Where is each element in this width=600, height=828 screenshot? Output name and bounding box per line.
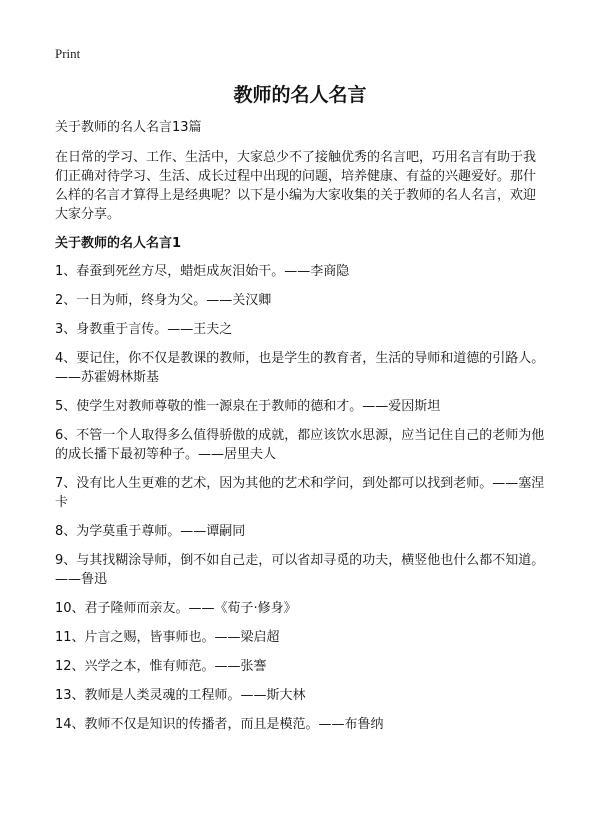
quote-item: 12、兴学之本，惟有师范。——张謇 — [55, 659, 267, 674]
quote-item: 6、不管一个人取得多么值得骄傲的成就，都应该饮水思源，应当记住自己的老师为他的成长播下最初等种子。——居里夫人 — [55, 428, 545, 462]
quote-item: 5、使学生对教师尊敬的惟一源泉在于教师的德和才。——爱因斯坦 — [55, 399, 441, 414]
intro-paragraph: 在日常的学习、工作、生活中，大家总少不了接触优秀的名言吧，巧用名言有助于我们正确对待学习、生活、成长过程中出现的问题，培养健康、有益的兴趣爱好。那什么样的名言才算得上是经典呢？以下是小编为大家收集的关于教师的名人名言，欢迎大家分享。 — [55, 150, 537, 222]
quote-item: 4、要记住，你不仅是教课的教师，也是学生的教育者，生活的导师和道德的引路人。——苏霍姆林斯基 — [55, 351, 545, 385]
quote-list — [55, 262, 547, 734]
article-body — [55, 118, 547, 744]
quote-item: 10、君子隆师而亲友。——《荀子·修身》 — [55, 601, 297, 616]
section-heading: 关于教师的名人名言1 — [55, 236, 182, 251]
quote-item: 13、教师是人类灵魂的工程师。——斯大林 — [55, 688, 306, 703]
page-title: 教师的名人名言 — [233, 84, 367, 106]
quote-item: 14、教师不仅是知识的传播者，而且是模范。——布鲁纳 — [55, 717, 384, 732]
quote-item: 7、没有比人生更难的艺术，因为其他的艺术和学问，到处都可以找到老师。——塞涅卡 — [55, 476, 545, 510]
quote-item: 1、春蚕到死丝方尽，蜡炬成灰泪始干。——李商隐 — [55, 264, 350, 279]
quote-item: 3、身教重于言传。——王夫之 — [55, 322, 233, 337]
quote-item: 2、一日为师，终身为父。——关汉卿 — [55, 293, 272, 308]
quote-item: 11、片言之赐，皆事师也。——梁启超 — [55, 630, 280, 645]
article-subtitle: 关于教师的名人名言13篇 — [55, 120, 202, 135]
print-link[interactable]: Print — [55, 46, 81, 61]
quote-item: 8、为学莫重于尊师。——谭嗣同 — [55, 524, 246, 539]
quote-item: 9、与其找糊涂导师，倒不如自己走，可以省却寻觅的功夫，横竖他也什么都不知道。——鲁迅 — [55, 553, 545, 587]
